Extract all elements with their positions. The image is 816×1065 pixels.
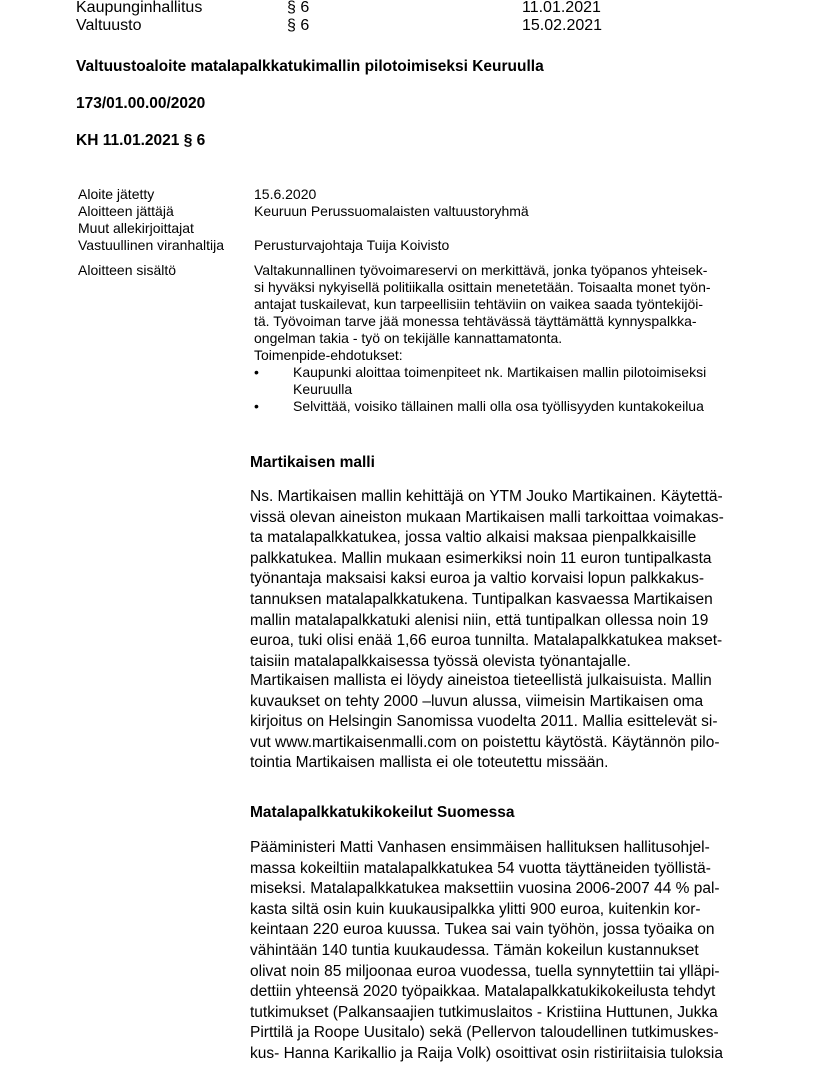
paragraph-line: Pääministeri Matti Vanhasen ensimmäisen hallituksen hallitusohjel- bbox=[250, 839, 710, 856]
content-line: tä. Työvoiman tarve jää monessa tehtävässä täyttämättä kynnyspalkka- bbox=[254, 313, 697, 329]
paragraph-line: kuvaukset on tehty 2000 –luvun alussa, viimeisin Martikaisen oma bbox=[250, 692, 704, 710]
meeting-reference: KH 11.01.2021 § 6 bbox=[76, 132, 206, 149]
paragraph-line: miseksi. Matalapalkkatukea maksettiin vuosina 2006-2007 44 % pal- bbox=[250, 880, 720, 898]
header-body-1: Kaupunginhallitus bbox=[76, 0, 203, 16]
paragraph-line: tointia Martikaisen mallista ei ole toteutettu missään. bbox=[250, 754, 609, 772]
content-line: ongelman takia - työ on tekijälle kannattamatonta. bbox=[254, 330, 563, 346]
paragraph-line: työnantaja maksaisi kaksi euroa ja valtio korvaisi lopun palkkakus- bbox=[250, 570, 705, 588]
content-line: Valtakunnallinen työvoimareservi on merkittävä, jonka työpanos yhteisek- bbox=[254, 262, 708, 278]
paragraph-line: vissä olevan aineiston mukaan Martikaisen malli tarkoittaa voimakas- bbox=[250, 508, 724, 526]
paragraph-line: kus- Hanna Karikallio ja Raija Volk) osoittivat osin ristiriitaisia tuloksia bbox=[250, 1044, 723, 1062]
paragraph-line: mallin matalapalkkatuki alenisi niin, että tuntipalkan ollessa noin 19 bbox=[250, 611, 709, 629]
content-line: Toimenpide-ehdotukset: bbox=[254, 347, 403, 363]
list-item bbox=[254, 398, 754, 415]
content-line: antajat tuskailevat, kun tarpeellisiin tehtäviin on vaikea saada työntekijöi- bbox=[254, 296, 704, 312]
header-section-2: § 6 bbox=[287, 17, 310, 34]
paragraph-line: tutkimukset (Palkansaajien tutkimuslaitos - Kristiina Huttunen, Jukka bbox=[250, 1003, 718, 1021]
paragraph-line: vähintään 140 tuntia kuukaudessa. Tämän kokeilun kustannukset bbox=[250, 941, 699, 959]
paragraph-line: kirjoitus on Helsingin Sanomissa vuodelta 2011. Mallia esittelevät si- bbox=[250, 713, 718, 731]
meta-label: Vastuullinen viranhaltija bbox=[78, 237, 225, 253]
section-heading: Matalapalkkatukikokeilut Suomessa bbox=[250, 804, 515, 821]
header-date-1: 11.01.2021 bbox=[522, 0, 601, 16]
meta-value: Keuruun Perussuomalaisten valtuustoryhmä bbox=[254, 203, 529, 219]
bullet-icon: • bbox=[254, 364, 259, 380]
paragraph-line: palkkatukea. Mallin mukaan esimerkiksi noin 11 euron tuntipalkasta bbox=[250, 549, 712, 567]
paragraph-line: tannuksen matalapalkkatukena. Tuntipalkan kasvaessa Martikaisen bbox=[250, 590, 713, 608]
section-paragraph bbox=[250, 838, 723, 1065]
paragraph-line: massa kokeiltiin matalapalkkatukea 54 vuotta täyttäneiden työllistä- bbox=[250, 859, 711, 877]
paragraph-line: dettiin yhteensä 2020 työpaikkaa. Matalapalkkatukikokeilusta tehdyt bbox=[250, 983, 716, 1001]
paragraph-line: olivat noin 85 miljoonaa euroa vuodessa, tuella synnytettiin tai ylläpi- bbox=[250, 962, 720, 980]
header-date-2: 15.02.2021 bbox=[522, 17, 603, 34]
bullet-icon: • bbox=[254, 398, 259, 414]
section-paragraph bbox=[250, 487, 724, 672]
paragraph-line: kasta siltä osin kuin kuukausipalkka ylitti 900 euroa, kuitenkin kor- bbox=[250, 900, 701, 918]
content-text bbox=[254, 262, 711, 364]
list-item-text: Selvittää, voisiko tällainen malli olla osa työllisyyden kuntakokeilua bbox=[293, 398, 704, 414]
paragraph-line: taisiin matalapalkkaisessa työssä olevista työnantajalle. bbox=[250, 652, 631, 670]
meta-label: Aloitteen jättäjä bbox=[78, 203, 174, 219]
document-title: Valtuustoaloite matalapalkkatukimallin pilotoimiseksi Keuruulla bbox=[76, 58, 544, 75]
content-label: Aloitteen sisältö bbox=[78, 262, 177, 278]
paragraph-line: Pirttilä ja Roope Uusitalo) sekä (Pellervon taloudellinen tutkimuskes- bbox=[250, 1024, 719, 1042]
paragraph-line: Ns. Martikaisen mallin kehittäjä on YTM Jouko Martikainen. Käytettä- bbox=[250, 488, 723, 505]
list-item-text: Kaupunki aloittaa toimenpiteet nk. Martikaisen mallin pilotoimiseksi bbox=[293, 364, 707, 380]
section-paragraph bbox=[250, 671, 720, 774]
list-item-text: Keuruulla bbox=[293, 381, 353, 397]
content-line: si hyväksi nykyisellä politiikalla osittain menetetään. Toisaalta monet työn- bbox=[254, 279, 711, 295]
paragraph-line: vut www.martikaisenmalli.com on poistettu käytöstä. Käytännön pilo- bbox=[250, 733, 720, 751]
section-heading: Martikaisen malli bbox=[250, 454, 375, 471]
meta-value: 15.6.2020 bbox=[254, 186, 317, 202]
meta-label: Muut allekirjoittajat bbox=[78, 220, 194, 236]
paragraph-line: keintaan 220 euroa kuussa. Tukea sai vain työhön, jossa työaika on bbox=[250, 921, 715, 939]
meta-value: Perusturvajohtaja Tuija Koivisto bbox=[254, 237, 450, 253]
header-body-2: Valtuusto bbox=[76, 17, 142, 34]
case-number: 173/01.00.00/2020 bbox=[76, 95, 206, 112]
meta-label: Aloite jätetty bbox=[78, 186, 155, 202]
list-item bbox=[254, 364, 754, 398]
header-section-1: § 6 bbox=[287, 0, 310, 16]
paragraph-line: ta matalapalkkatukea, jossa valtio alkaisi maksaa pienpalkkaisille bbox=[250, 529, 697, 547]
paragraph-line: Martikaisen mallista ei löydy aineistoa tieteellistä julkaisuista. Mallin bbox=[250, 672, 712, 689]
paragraph-line: euroa, tuki olisi enää 1,66 euroa tunnilta. Matalapalkkatukea makset- bbox=[250, 632, 723, 650]
